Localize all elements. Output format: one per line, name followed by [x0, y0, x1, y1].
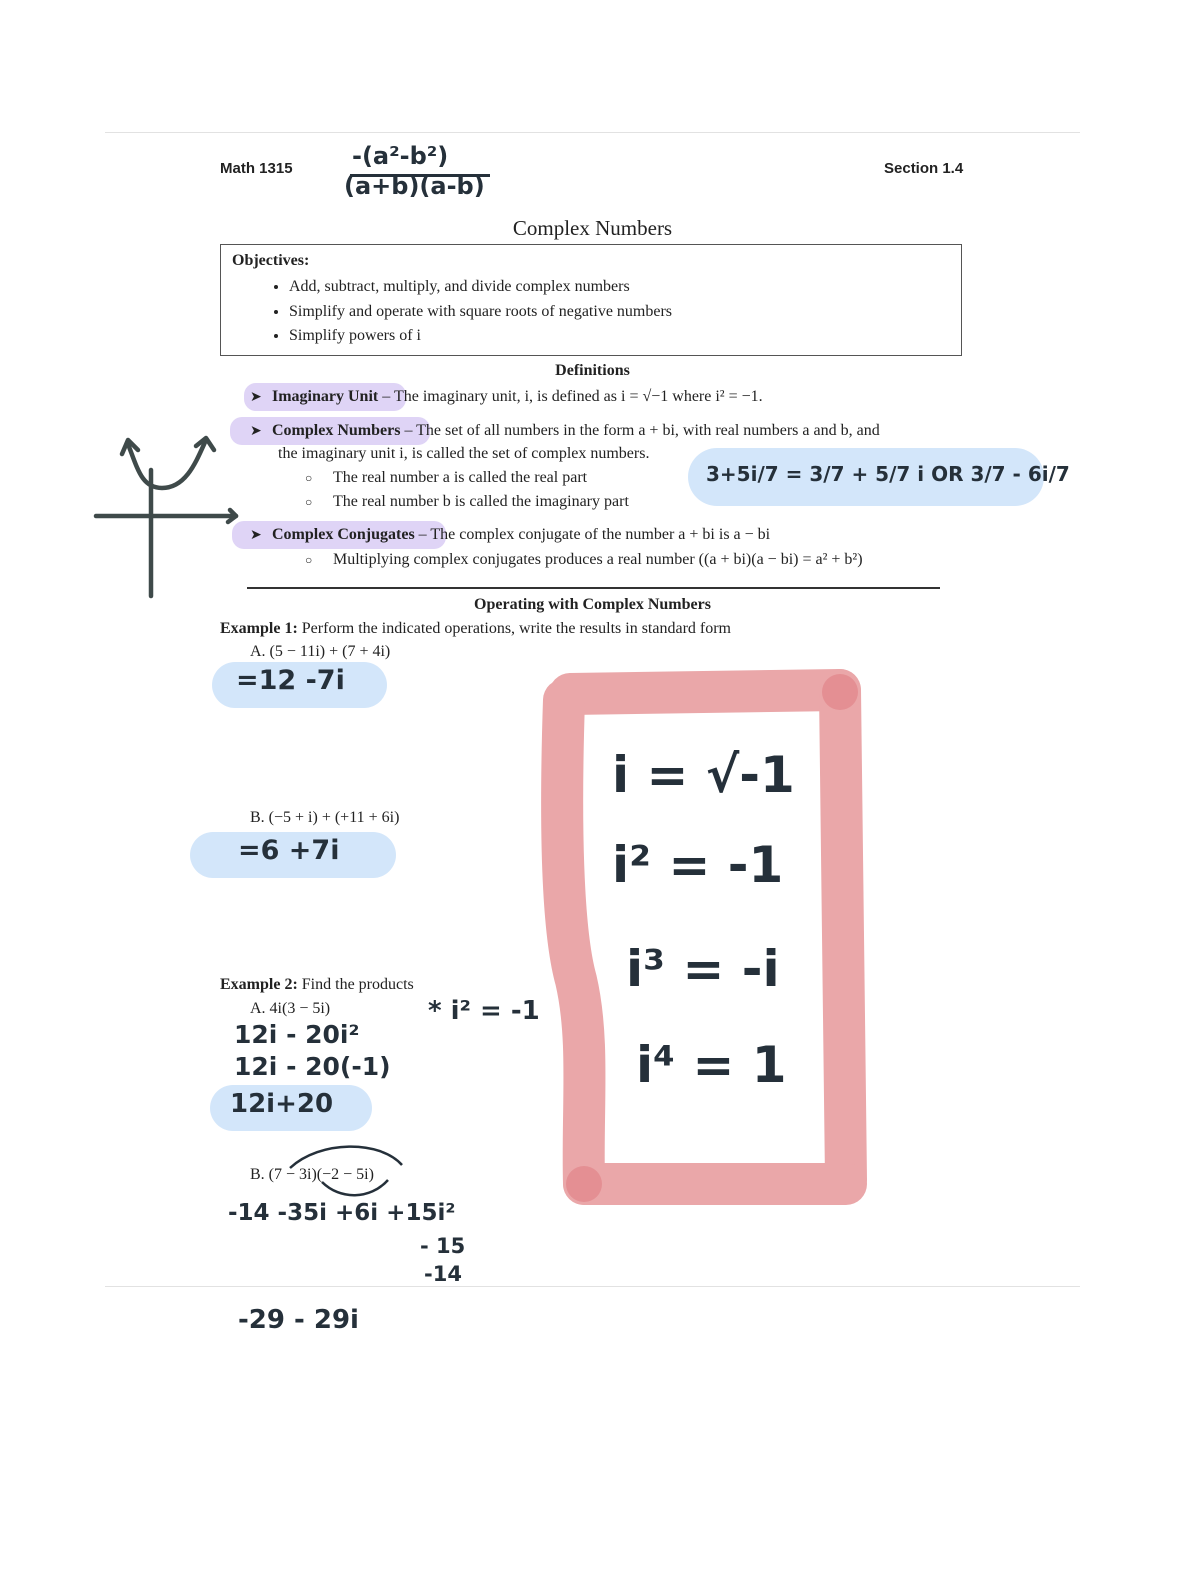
box-power-i2: i² = -1 — [612, 836, 784, 894]
ex2b-work-line3: -14 — [424, 1262, 462, 1286]
circle-bullet-icon: ○ — [305, 471, 313, 485]
term-imaginary-unit: Imaginary Unit — [272, 388, 379, 405]
example1-a: A. (5 − 11i) + (7 + 4i) — [250, 643, 391, 660]
course-label: Math 1315 — [220, 160, 293, 177]
circle-bullet-icon: ○ — [305, 553, 313, 567]
def-real-part: ○ The real number a is called the real part — [305, 469, 588, 486]
ex1b-answer: =6 +7i — [238, 835, 340, 866]
example2-b: B. (7 − 3i)(−2 − 5i) — [250, 1166, 374, 1183]
box-power-i3: i³ = -i — [626, 940, 780, 998]
section-label: Section 1.4 — [884, 160, 964, 177]
ex2a-work-line1: 12i - 20i² — [234, 1020, 360, 1049]
handwritten-fraction-note: 3+5i/7 = 3/7 + 5/7 i OR 3/7 - 6i/7 — [706, 462, 1070, 486]
objective-item: • Add, subtract, multiply, and divide complex numbers — [289, 275, 672, 300]
objective-item: • Simplify powers of i — [289, 324, 672, 349]
ex2b-answer: -29 - 29i — [238, 1305, 359, 1335]
handwritten-numerator: -(a²-b²) — [352, 142, 449, 170]
box-power-i4: i⁴ = 1 — [636, 1036, 787, 1094]
red-box-top — [570, 690, 840, 694]
i-squared-note: * i² = -1 — [428, 996, 540, 1026]
ex2a-answer: 12i+20 — [230, 1089, 334, 1119]
example1-b: B. (−5 + i) + (+11 + 6i) — [250, 809, 400, 826]
operating-heading: Operating with Complex Numbers — [474, 596, 711, 613]
red-box-corner — [822, 674, 858, 710]
def-complex-numbers-cont: the imaginary unit i, is called the set of complex numbers. — [278, 445, 650, 462]
product-arc-annotation — [290, 1147, 402, 1196]
objective-item: • Simplify and operate with square roots of negative numbers — [289, 300, 672, 325]
example2-a: A. 4i(3 − 5i) — [250, 1000, 331, 1017]
ex2b-work-line2: - 15 — [420, 1234, 466, 1258]
term-complex-numbers: Complex Numbers — [272, 422, 401, 439]
red-box-right — [840, 690, 846, 1180]
handwritten-denominator: (a+b)(a-b) — [344, 172, 485, 200]
box-power-i1: i = √-1 — [612, 746, 795, 804]
ex2a-work-line2: 12i - 20(-1) — [234, 1052, 391, 1081]
def-imaginary-part: ○ The real number b is called the imaginary part — [305, 493, 629, 510]
parabola-sketch — [96, 438, 236, 596]
page-title: Complex Numbers — [512, 216, 673, 240]
red-box-left — [562, 700, 584, 1184]
def-conjugate-product: ○ Multiplying complex conjugates produces a real number ((a + bi)(a − bi) = a² + b²) — [305, 551, 863, 568]
example2-instruction: Example 2: Find the products — [220, 976, 414, 993]
term-conjugates: Complex Conjugates — [272, 526, 415, 543]
ex2b-work-line1: -14 -35i +6i +15i² — [228, 1200, 456, 1226]
def-conjugates-text: – The complex conjugate of the number a + bi is a − bi — [414, 526, 771, 543]
def-complex-numbers-text: – The set of all numbers in the form a + bi, with real numbers a and b, and — [400, 422, 880, 439]
arrow-bullet-icon: ➤ — [250, 424, 262, 439]
red-box-corner — [566, 1166, 602, 1202]
circle-bullet-icon: ○ — [305, 495, 313, 509]
ex1a-answer: =12 -7i — [236, 665, 345, 696]
example1-instruction: Example 1: Perform the indicated operations, write the results in standard form — [220, 620, 731, 637]
arrow-bullet-icon: ➤ — [250, 390, 262, 405]
def-imaginary-unit-text: – The imaginary unit, i, is defined as i = √−1 where i² = −1. — [378, 388, 763, 405]
objectives-label: Objectives: — [232, 252, 310, 269]
arrow-bullet-icon: ➤ — [250, 528, 262, 543]
definitions-heading: Definitions — [555, 362, 630, 379]
